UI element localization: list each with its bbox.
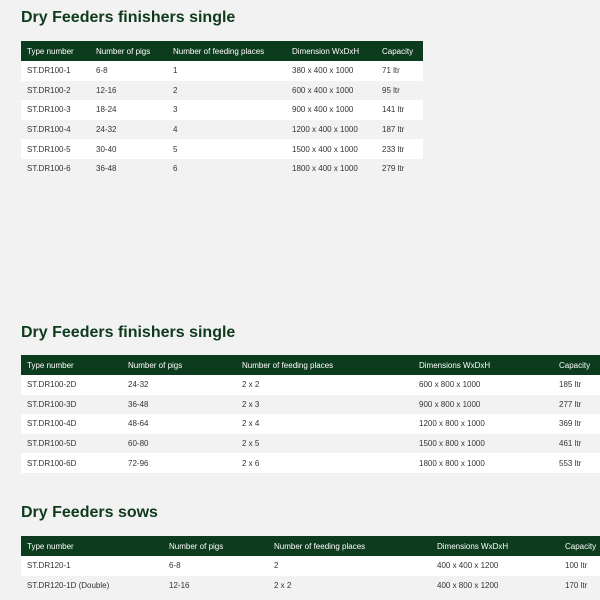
- table-cell: 2 x 2: [236, 375, 413, 395]
- table-cell: 400 x 800 x 1200: [431, 576, 559, 596]
- table-row: [21, 576, 600, 596]
- table-cell: 1800 x 400 x 1000: [286, 159, 376, 179]
- table-cell: 2 x 2: [268, 576, 431, 596]
- table-cell: 185 ltr: [553, 375, 600, 395]
- table-cell: 1500 x 800 x 1000: [413, 434, 553, 454]
- table-cell: 24-32: [90, 120, 167, 140]
- table-cell: ST.DR100-4: [21, 120, 90, 140]
- column-header: Capacity: [559, 536, 600, 556]
- column-header: Number of pigs: [122, 355, 236, 375]
- table-row: [21, 453, 600, 473]
- table-cell: 3: [167, 100, 286, 120]
- table-cell: 12-16: [90, 81, 167, 101]
- table-cell: 2: [167, 81, 286, 101]
- table-cell: 72-96: [122, 453, 236, 473]
- table-cell: 6-8: [90, 61, 167, 81]
- table-cell: 6-8: [163, 556, 268, 576]
- table-cell: 900 x 400 x 1000: [286, 100, 376, 120]
- table-cell: 6: [167, 159, 286, 179]
- table-cell: 30-40: [90, 139, 167, 159]
- table-row: [21, 81, 423, 101]
- table-cell: 279 ltr: [376, 159, 423, 179]
- section-title: Dry Feeders finishers single: [21, 324, 236, 341]
- table-cell: ST.DR120-1D (Double): [21, 576, 163, 596]
- table-cell: 600 x 400 x 1000: [286, 81, 376, 101]
- table-row: [21, 100, 423, 120]
- table-cell: ST.DR100-6: [21, 159, 90, 179]
- table-cell: 400 x 400 x 1200: [431, 556, 559, 576]
- column-header: Number of feeding places: [167, 41, 286, 61]
- table-cell: ST.DR100-2: [21, 81, 90, 101]
- spec-table: [21, 536, 600, 595]
- table-cell: 12-16: [163, 576, 268, 596]
- table-row: [21, 375, 600, 395]
- table-cell: ST.DR100-1: [21, 61, 90, 81]
- table-cell: 1800 x 800 x 1000: [413, 453, 553, 473]
- column-header: Type number: [21, 355, 122, 375]
- table-cell: 187 ltr: [376, 120, 423, 140]
- table-cell: 900 x 800 x 1000: [413, 395, 553, 415]
- table-row: [21, 120, 423, 140]
- column-header: Number of feeding places: [268, 536, 431, 556]
- table-row: [21, 159, 423, 179]
- table-cell: 95 ltr: [376, 81, 423, 101]
- table-cell: 71 ltr: [376, 61, 423, 81]
- section-sows: [21, 503, 600, 595]
- table-cell: 141 ltr: [376, 100, 423, 120]
- column-header: Dimension WxDxH: [286, 41, 376, 61]
- table-row: [21, 139, 423, 159]
- table-cell: 233 ltr: [376, 139, 423, 159]
- table-row: [21, 395, 600, 415]
- column-header: Type number: [21, 536, 163, 556]
- table-cell: 170 ltr: [559, 576, 600, 596]
- spec-table: [21, 41, 423, 179]
- table-cell: ST.DR100-5D: [21, 434, 122, 454]
- table-cell: 2 x 5: [236, 434, 413, 454]
- table-cell: 369 ltr: [553, 414, 600, 434]
- table-cell: 100 ltr: [559, 556, 600, 576]
- table-cell: 1200 x 400 x 1000: [286, 120, 376, 140]
- table-row: [21, 556, 600, 576]
- table-cell: 2 x 3: [236, 395, 413, 415]
- column-header: Number of feeding places: [236, 355, 413, 375]
- table-cell: 4: [167, 120, 286, 140]
- column-header: Capacity: [553, 355, 600, 375]
- table-cell: 18-24: [90, 100, 167, 120]
- table-cell: 36-48: [122, 395, 236, 415]
- table-cell: 277 ltr: [553, 395, 600, 415]
- table-cell: 24-32: [122, 375, 236, 395]
- table-header-row: [21, 355, 600, 375]
- table-row: [21, 61, 423, 81]
- table-cell: 600 x 800 x 1000: [413, 375, 553, 395]
- table-header-row: [21, 41, 423, 61]
- table-cell: 36-48: [90, 159, 167, 179]
- table-cell: ST.DR100-4D: [21, 414, 122, 434]
- table-cell: 2 x 4: [236, 414, 413, 434]
- table-cell: ST.DR120-1: [21, 556, 163, 576]
- table-cell: ST.DR100-2D: [21, 375, 122, 395]
- table-cell: 2: [268, 556, 431, 576]
- table-cell: 380 x 400 x 1000: [286, 61, 376, 81]
- table-cell: 1: [167, 61, 286, 81]
- column-header: Dimensions WxDxH: [431, 536, 559, 556]
- section-title: Dry Feeders sows: [21, 504, 158, 521]
- table-cell: ST.DR100-3D: [21, 395, 122, 415]
- section-finishers-double: [21, 323, 600, 473]
- table-row: [21, 414, 600, 434]
- table-cell: 60-80: [122, 434, 236, 454]
- section-title: Dry Feeders finishers single: [21, 9, 236, 26]
- column-header: Number of pigs: [90, 41, 167, 61]
- table-cell: 461 ltr: [553, 434, 600, 454]
- table-row: [21, 434, 600, 454]
- column-header: Capacity: [376, 41, 423, 61]
- column-header: Dimensions WxDxH: [413, 355, 553, 375]
- column-header: Type number: [21, 41, 90, 61]
- table-cell: 553 ltr: [553, 453, 600, 473]
- table-cell: 1500 x 400 x 1000: [286, 139, 376, 159]
- table-cell: 48-64: [122, 414, 236, 434]
- table-header-row: [21, 536, 600, 556]
- table-cell: 2 x 6: [236, 453, 413, 473]
- table-cell: ST.DR100-6D: [21, 453, 122, 473]
- spec-table: [21, 355, 600, 473]
- table-cell: 1200 x 800 x 1000: [413, 414, 553, 434]
- table-cell: ST.DR100-3: [21, 100, 90, 120]
- table-cell: 5: [167, 139, 286, 159]
- column-header: Number of pigs: [163, 536, 268, 556]
- section-finishers-single: [21, 8, 423, 179]
- table-cell: ST.DR100-5: [21, 139, 90, 159]
